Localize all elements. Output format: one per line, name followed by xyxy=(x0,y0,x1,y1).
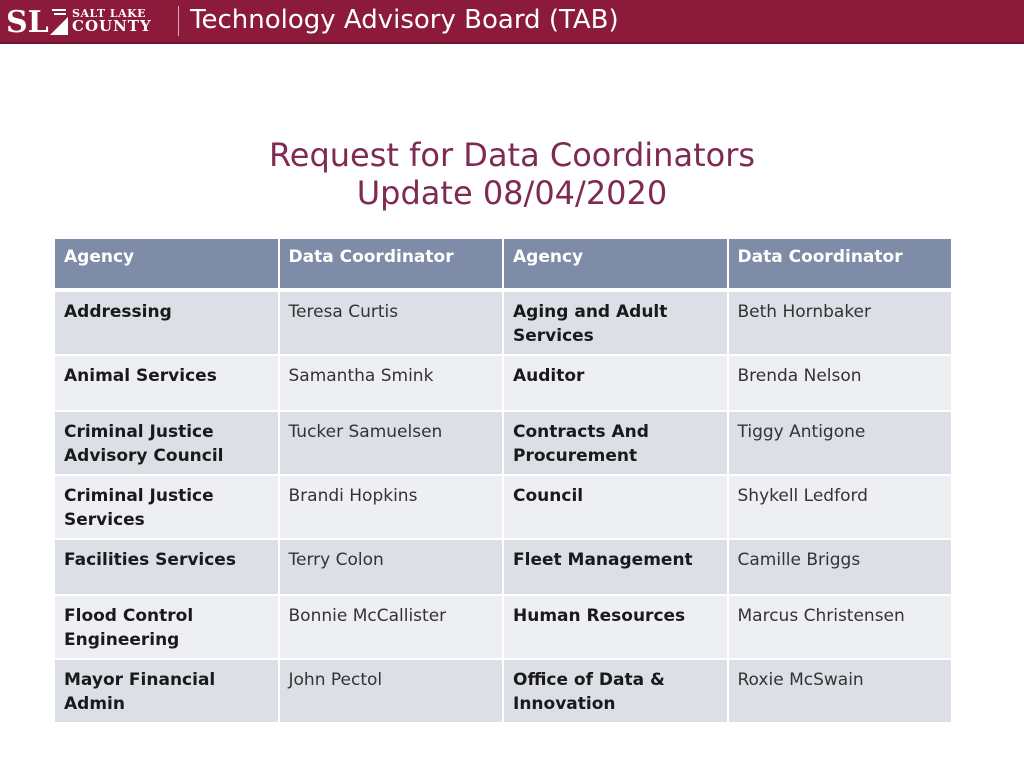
top-banner xyxy=(0,0,1024,44)
coordinator-cell: John Pectol xyxy=(279,659,504,723)
coordinator-cell: Shykell Ledford xyxy=(728,475,953,539)
agency-cell: Contracts And Procurement xyxy=(503,411,728,475)
slide-title-line-2: Update 08/04/2020 xyxy=(356,174,668,212)
agency-cell: Addressing xyxy=(54,290,279,355)
coordinator-cell: Brenda Nelson xyxy=(728,355,953,411)
table-row xyxy=(54,659,952,723)
column-header: Data Coordinator xyxy=(728,238,953,290)
coordinator-cell: Roxie McSwain xyxy=(728,659,953,723)
coordinator-cell: Beth Hornbaker xyxy=(728,290,953,355)
svg-text:SL: SL xyxy=(6,5,49,37)
logo-line-1: SALT LAKE xyxy=(72,7,147,20)
agency-cell: Animal Services xyxy=(54,355,279,411)
agency-cell: Office of Data & Innovation xyxy=(503,659,728,723)
coordinator-cell: Brandi Hopkins xyxy=(279,475,504,539)
table-row xyxy=(54,475,952,539)
table-row xyxy=(54,290,952,355)
column-header: Data Coordinator xyxy=(279,238,504,290)
coordinator-cell: Tiggy Antigone xyxy=(728,411,953,475)
logo-line-2: COUNTY xyxy=(72,17,152,35)
coordinator-cell: Bonnie McCallister xyxy=(279,595,504,659)
header-divider xyxy=(178,6,179,36)
slide-title xyxy=(0,136,1024,212)
table-row xyxy=(54,595,952,659)
agency-cell: Facilities Services xyxy=(54,539,279,595)
coordinator-cell: Camille Briggs xyxy=(728,539,953,595)
agency-cell: Mayor Financial Admin xyxy=(54,659,279,723)
agency-cell: Auditor xyxy=(503,355,728,411)
agency-cell: Council xyxy=(503,475,728,539)
agency-cell: Flood Control Engineering xyxy=(54,595,279,659)
data-coordinators-table xyxy=(53,237,953,724)
column-header: Agency xyxy=(503,238,728,290)
coordinator-cell: Samantha Smink xyxy=(279,355,504,411)
agency-cell: Fleet Management xyxy=(503,539,728,595)
agency-cell: Criminal Justice Advisory Council xyxy=(54,411,279,475)
coordinator-cell: Terry Colon xyxy=(279,539,504,595)
salt-lake-county-logo xyxy=(6,5,176,37)
coordinator-cell: Marcus Christensen xyxy=(728,595,953,659)
table-header-row xyxy=(54,238,952,290)
table-row xyxy=(54,355,952,411)
coordinator-cell: Tucker Samuelsen xyxy=(279,411,504,475)
header-title: Technology Advisory Board (TAB) xyxy=(190,5,619,35)
coordinator-cell: Teresa Curtis xyxy=(279,290,504,355)
table-row xyxy=(54,411,952,475)
slide-title-line-1: Request for Data Coordinators xyxy=(268,136,756,174)
column-header: Agency xyxy=(54,238,279,290)
table-row xyxy=(54,539,952,595)
agency-cell: Human Resources xyxy=(503,595,728,659)
agency-cell: Aging and Adult Services xyxy=(503,290,728,355)
agency-cell: Criminal Justice Services xyxy=(54,475,279,539)
logo-wordmark xyxy=(72,7,152,33)
slco-logo-icon xyxy=(6,5,68,37)
